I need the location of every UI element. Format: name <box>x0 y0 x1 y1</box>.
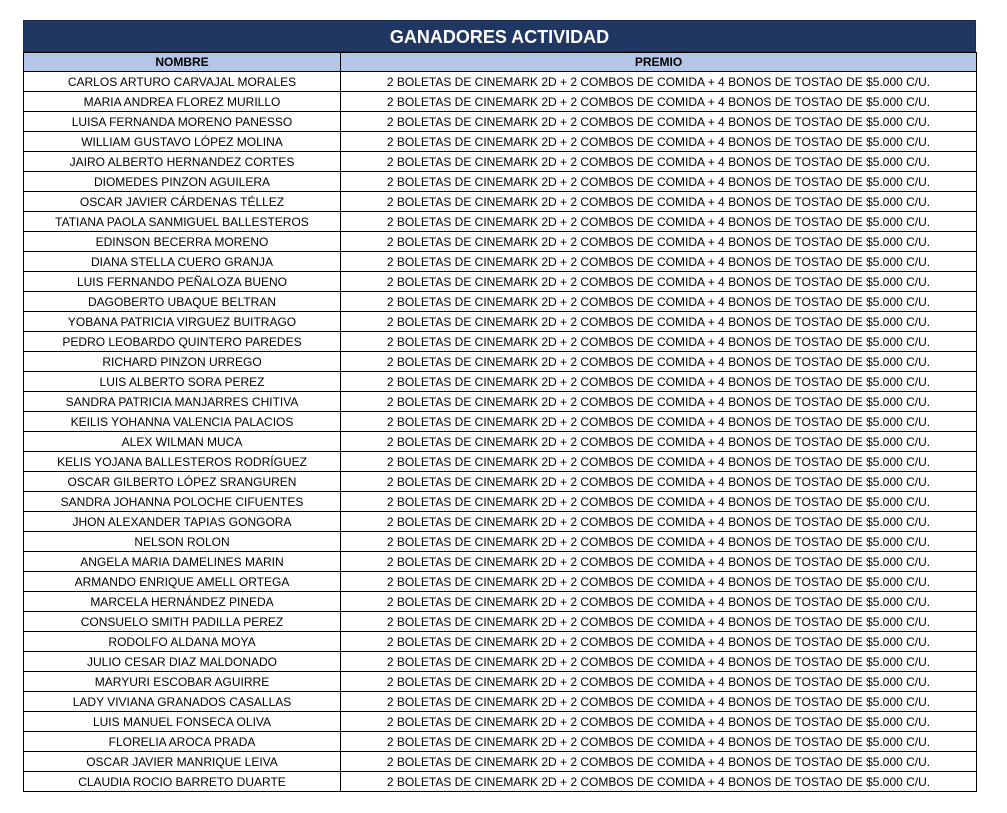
winner-name-cell: KEILIS YOHANNA VALENCIA PALACIOS <box>24 412 341 432</box>
prize-cell: 2 BOLETAS DE CINEMARK 2D + 2 COMBOS DE COMIDA + 4 BONOS DE TOSTAO DE $5.000 C/U. <box>341 172 977 192</box>
winner-name-cell: ANGELA MARIA DAMELINES MARIN <box>24 552 341 572</box>
table-row <box>24 112 977 132</box>
winner-name-cell: LADY VIVIANA GRANADOS CASALLAS <box>24 692 341 712</box>
winner-name-cell: LUISA FERNANDA MORENO PANESSO <box>24 112 341 132</box>
prize-cell: 2 BOLETAS DE CINEMARK 2D + 2 COMBOS DE COMIDA + 4 BONOS DE TOSTAO DE $5.000 C/U. <box>341 772 977 792</box>
table-row <box>24 372 977 392</box>
winner-name-cell: OSCAR GILBERTO LÓPEZ SRANGUREN <box>24 472 341 492</box>
prize-cell: 2 BOLETAS DE CINEMARK 2D + 2 COMBOS DE COMIDA + 4 BONOS DE TOSTAO DE $5.000 C/U. <box>341 112 977 132</box>
table-row <box>24 732 977 752</box>
table-row <box>24 232 977 252</box>
table-body <box>24 72 977 792</box>
prize-cell: 2 BOLETAS DE CINEMARK 2D + 2 COMBOS DE COMIDA + 4 BONOS DE TOSTAO DE $5.000 C/U. <box>341 512 977 532</box>
winner-name-cell: SANDRA JOHANNA POLOCHE CIFUENTES <box>24 492 341 512</box>
winner-name-cell: FLORELIA AROCA PRADA <box>24 732 341 752</box>
prize-cell: 2 BOLETAS DE CINEMARK 2D + 2 COMBOS DE COMIDA + 4 BONOS DE TOSTAO DE $5.000 C/U. <box>341 692 977 712</box>
prize-cell: 2 BOLETAS DE CINEMARK 2D + 2 COMBOS DE COMIDA + 4 BONOS DE TOSTAO DE $5.000 C/U. <box>341 632 977 652</box>
winner-name-cell: MARCELA HERNÁNDEZ PINEDA <box>24 592 341 612</box>
winner-name-cell: LUIS FERNANDO PEÑALOZA BUENO <box>24 272 341 292</box>
header-row <box>24 53 977 72</box>
table-row <box>24 592 977 612</box>
winner-name-cell: CLAUDIA ROCIO BARRETO DUARTE <box>24 772 341 792</box>
prize-cell: 2 BOLETAS DE CINEMARK 2D + 2 COMBOS DE COMIDA + 4 BONOS DE TOSTAO DE $5.000 C/U. <box>341 472 977 492</box>
winner-name-cell: JHON ALEXANDER TAPIAS GONGORA <box>24 512 341 532</box>
prize-cell: 2 BOLETAS DE CINEMARK 2D + 2 COMBOS DE COMIDA + 4 BONOS DE TOSTAO DE $5.000 C/U. <box>341 532 977 552</box>
table-row <box>24 312 977 332</box>
prize-cell: 2 BOLETAS DE CINEMARK 2D + 2 COMBOS DE COMIDA + 4 BONOS DE TOSTAO DE $5.000 C/U. <box>341 412 977 432</box>
table-row <box>24 152 977 172</box>
table-row <box>24 72 977 92</box>
table-row <box>24 712 977 732</box>
prize-cell: 2 BOLETAS DE CINEMARK 2D + 2 COMBOS DE COMIDA + 4 BONOS DE TOSTAO DE $5.000 C/U. <box>341 452 977 472</box>
winner-name-cell: MARYURI ESCOBAR AGUIRRE <box>24 672 341 692</box>
table-row <box>24 612 977 632</box>
winner-name-cell: DIANA STELLA CUERO GRANJA <box>24 252 341 272</box>
table-row <box>24 252 977 272</box>
table-row <box>24 212 977 232</box>
table-row <box>24 532 977 552</box>
winners-sheet <box>23 20 976 792</box>
winner-name-cell: LUIS ALBERTO SORA PEREZ <box>24 372 341 392</box>
winner-name-cell: WILLIAM GUSTAVO LÓPEZ MOLINA <box>24 132 341 152</box>
winner-name-cell: PEDRO LEOBARDO QUINTERO PAREDES <box>24 332 341 352</box>
prize-cell: 2 BOLETAS DE CINEMARK 2D + 2 COMBOS DE COMIDA + 4 BONOS DE TOSTAO DE $5.000 C/U. <box>341 292 977 312</box>
table-row <box>24 92 977 112</box>
winner-name-cell: NELSON ROLON <box>24 532 341 552</box>
prize-cell: 2 BOLETAS DE CINEMARK 2D + 2 COMBOS DE COMIDA + 4 BONOS DE TOSTAO DE $5.000 C/U. <box>341 352 977 372</box>
winner-name-cell: DAGOBERTO UBAQUE BELTRAN <box>24 292 341 312</box>
prize-cell: 2 BOLETAS DE CINEMARK 2D + 2 COMBOS DE COMIDA + 4 BONOS DE TOSTAO DE $5.000 C/U. <box>341 212 977 232</box>
table-row <box>24 772 977 792</box>
winner-name-cell: RICHARD PINZON URREGO <box>24 352 341 372</box>
prize-cell: 2 BOLETAS DE CINEMARK 2D + 2 COMBOS DE COMIDA + 4 BONOS DE TOSTAO DE $5.000 C/U. <box>341 712 977 732</box>
table-row <box>24 432 977 452</box>
table-row <box>24 292 977 312</box>
table-row <box>24 392 977 412</box>
winner-name-cell: ALEX WILMAN MUCA <box>24 432 341 452</box>
winner-name-cell: EDINSON BECERRA MORENO <box>24 232 341 252</box>
winner-name-cell: MARIA ANDREA FLOREZ MURILLO <box>24 92 341 112</box>
table-row <box>24 512 977 532</box>
prize-cell: 2 BOLETAS DE CINEMARK 2D + 2 COMBOS DE COMIDA + 4 BONOS DE TOSTAO DE $5.000 C/U. <box>341 492 977 512</box>
table-row <box>24 452 977 472</box>
winners-table <box>23 52 977 792</box>
winner-name-cell: CONSUELO SMITH PADILLA PEREZ <box>24 612 341 632</box>
prize-cell: 2 BOLETAS DE CINEMARK 2D + 2 COMBOS DE COMIDA + 4 BONOS DE TOSTAO DE $5.000 C/U. <box>341 652 977 672</box>
prize-cell: 2 BOLETAS DE CINEMARK 2D + 2 COMBOS DE COMIDA + 4 BONOS DE TOSTAO DE $5.000 C/U. <box>341 92 977 112</box>
table-row <box>24 472 977 492</box>
prize-cell: 2 BOLETAS DE CINEMARK 2D + 2 COMBOS DE COMIDA + 4 BONOS DE TOSTAO DE $5.000 C/U. <box>341 392 977 412</box>
winner-name-cell: YOBANA PATRICIA VIRGUEZ BUITRAGO <box>24 312 341 332</box>
winner-name-cell: KELIS YOJANA BALLESTEROS RODRÍGUEZ <box>24 452 341 472</box>
table-row <box>24 352 977 372</box>
table-row <box>24 632 977 652</box>
table-row <box>24 692 977 712</box>
prize-cell: 2 BOLETAS DE CINEMARK 2D + 2 COMBOS DE COMIDA + 4 BONOS DE TOSTAO DE $5.000 C/U. <box>341 612 977 632</box>
prize-cell: 2 BOLETAS DE CINEMARK 2D + 2 COMBOS DE COMIDA + 4 BONOS DE TOSTAO DE $5.000 C/U. <box>341 672 977 692</box>
prize-cell: 2 BOLETAS DE CINEMARK 2D + 2 COMBOS DE COMIDA + 4 BONOS DE TOSTAO DE $5.000 C/U. <box>341 312 977 332</box>
winner-name-cell: OSCAR JAVIER MANRIQUE LEIVA <box>24 752 341 772</box>
column-header-premio: PREMIO <box>341 53 977 72</box>
table-row <box>24 272 977 292</box>
table-row <box>24 412 977 432</box>
winner-name-cell: TATIANA PAOLA SANMIGUEL BALLESTEROS <box>24 212 341 232</box>
table-row <box>24 192 977 212</box>
table-row <box>24 552 977 572</box>
table-row <box>24 752 977 772</box>
winner-name-cell: ARMANDO ENRIQUE AMELL ORTEGA <box>24 572 341 592</box>
table-row <box>24 572 977 592</box>
prize-cell: 2 BOLETAS DE CINEMARK 2D + 2 COMBOS DE COMIDA + 4 BONOS DE TOSTAO DE $5.000 C/U. <box>341 192 977 212</box>
prize-cell: 2 BOLETAS DE CINEMARK 2D + 2 COMBOS DE COMIDA + 4 BONOS DE TOSTAO DE $5.000 C/U. <box>341 332 977 352</box>
table-row <box>24 672 977 692</box>
prize-cell: 2 BOLETAS DE CINEMARK 2D + 2 COMBOS DE COMIDA + 4 BONOS DE TOSTAO DE $5.000 C/U. <box>341 152 977 172</box>
winner-name-cell: SANDRA PATRICIA MANJARRES CHITIVA <box>24 392 341 412</box>
winner-name-cell: DIOMEDES PINZON AGUILERA <box>24 172 341 192</box>
winner-name-cell: JAIRO ALBERTO HERNANDEZ CORTES <box>24 152 341 172</box>
table-row <box>24 172 977 192</box>
prize-cell: 2 BOLETAS DE CINEMARK 2D + 2 COMBOS DE COMIDA + 4 BONOS DE TOSTAO DE $5.000 C/U. <box>341 572 977 592</box>
prize-cell: 2 BOLETAS DE CINEMARK 2D + 2 COMBOS DE COMIDA + 4 BONOS DE TOSTAO DE $5.000 C/U. <box>341 732 977 752</box>
prize-cell: 2 BOLETAS DE CINEMARK 2D + 2 COMBOS DE COMIDA + 4 BONOS DE TOSTAO DE $5.000 C/U. <box>341 272 977 292</box>
sheet-title: GANADORES ACTIVIDAD <box>23 20 976 52</box>
prize-cell: 2 BOLETAS DE CINEMARK 2D + 2 COMBOS DE COMIDA + 4 BONOS DE TOSTAO DE $5.000 C/U. <box>341 752 977 772</box>
prize-cell: 2 BOLETAS DE CINEMARK 2D + 2 COMBOS DE COMIDA + 4 BONOS DE TOSTAO DE $5.000 C/U. <box>341 132 977 152</box>
table-row <box>24 492 977 512</box>
table-row <box>24 652 977 672</box>
column-header-nombre: NOMBRE <box>24 53 341 72</box>
prize-cell: 2 BOLETAS DE CINEMARK 2D + 2 COMBOS DE COMIDA + 4 BONOS DE TOSTAO DE $5.000 C/U. <box>341 72 977 92</box>
prize-cell: 2 BOLETAS DE CINEMARK 2D + 2 COMBOS DE COMIDA + 4 BONOS DE TOSTAO DE $5.000 C/U. <box>341 552 977 572</box>
table-row <box>24 132 977 152</box>
prize-cell: 2 BOLETAS DE CINEMARK 2D + 2 COMBOS DE COMIDA + 4 BONOS DE TOSTAO DE $5.000 C/U. <box>341 252 977 272</box>
prize-cell: 2 BOLETAS DE CINEMARK 2D + 2 COMBOS DE COMIDA + 4 BONOS DE TOSTAO DE $5.000 C/U. <box>341 592 977 612</box>
prize-cell: 2 BOLETAS DE CINEMARK 2D + 2 COMBOS DE COMIDA + 4 BONOS DE TOSTAO DE $5.000 C/U. <box>341 232 977 252</box>
winner-name-cell: RODOLFO ALDANA MOYA <box>24 632 341 652</box>
prize-cell: 2 BOLETAS DE CINEMARK 2D + 2 COMBOS DE COMIDA + 4 BONOS DE TOSTAO DE $5.000 C/U. <box>341 372 977 392</box>
winner-name-cell: LUIS MANUEL FONSECA OLIVA <box>24 712 341 732</box>
prize-cell: 2 BOLETAS DE CINEMARK 2D + 2 COMBOS DE COMIDA + 4 BONOS DE TOSTAO DE $5.000 C/U. <box>341 432 977 452</box>
winner-name-cell: JULIO CESAR DIAZ MALDONADO <box>24 652 341 672</box>
winner-name-cell: CARLOS ARTURO CARVAJAL MORALES <box>24 72 341 92</box>
winner-name-cell: OSCAR JAVIER CÁRDENAS TÉLLEZ <box>24 192 341 212</box>
table-row <box>24 332 977 352</box>
